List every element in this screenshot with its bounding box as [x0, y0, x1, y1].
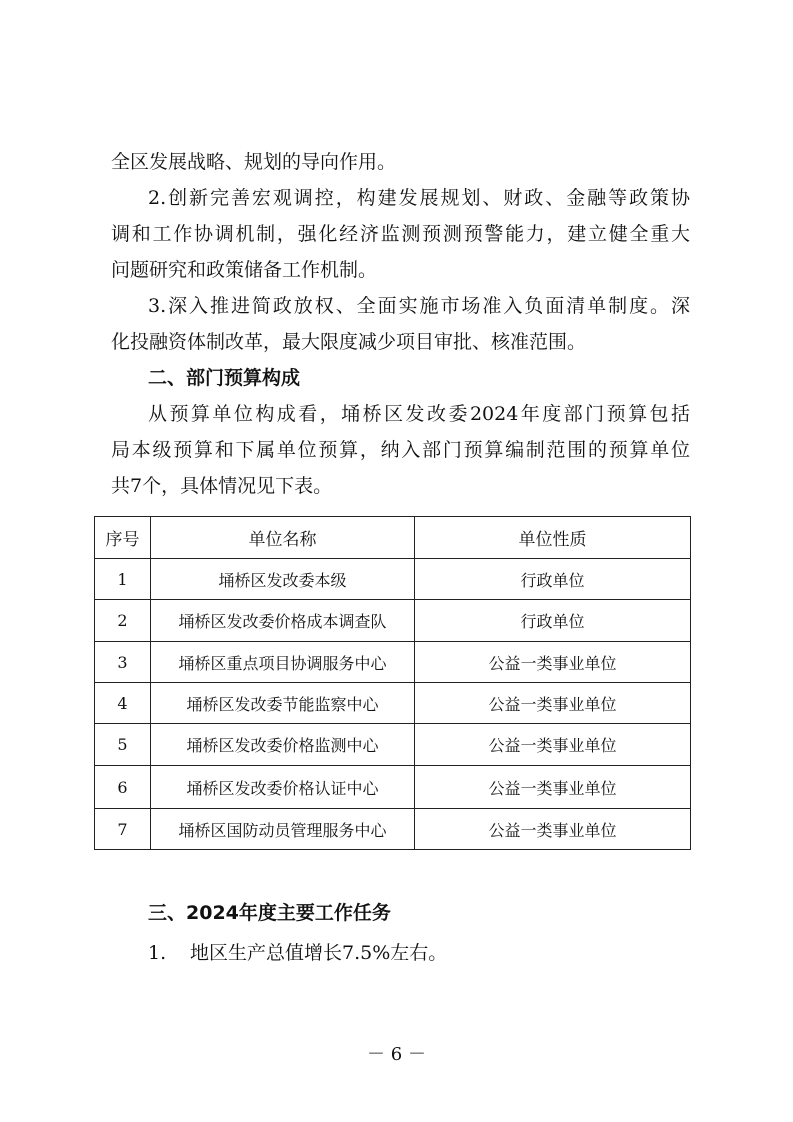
- paragraph-line: 3.深入推进简政放权、全面实施市场准入负面清单制度。深: [148, 295, 690, 317]
- table-row: [95, 683, 691, 724]
- table-row: [95, 809, 691, 850]
- paragraph-line: 局本级预算和下属单位预算，纳入部门预算编制范围的预算单位: [111, 439, 690, 461]
- paragraph-line: 调和工作协调机制，强化经济监测预测预警能力，建立健全重大: [111, 223, 690, 245]
- row-number: 2: [95, 600, 151, 642]
- row-number: 4: [95, 683, 151, 724]
- budget-units-table: [94, 516, 691, 850]
- row-number: 5: [95, 724, 151, 766]
- unit-type: 公益一类事业单位: [415, 724, 691, 766]
- table-row: [95, 724, 691, 766]
- unit-type: 公益一类事业单位: [415, 683, 691, 724]
- paragraph-line: 2.创新完善宏观调控，构建发展规划、财政、金融等政策协: [148, 187, 690, 209]
- unit-name: 埇桥区发改委价格成本调查队: [151, 600, 415, 642]
- paragraph-line: 共7个，具体情况见下表。: [111, 475, 333, 497]
- row-number: 7: [95, 809, 151, 850]
- unit-name: 埇桥区重点项目协调服务中心: [151, 642, 415, 683]
- row-number: 1: [95, 559, 151, 600]
- table-row: [95, 642, 691, 683]
- paragraph-line: 化投融资体制改革，最大限度减少项目审批、核准范围。: [111, 331, 587, 353]
- list-item-text: 地区生产总值增长7.5%左右。: [190, 942, 448, 964]
- unit-name: 埇桥区发改委价格认证中心: [151, 766, 415, 809]
- unit-name: 埇桥区发改委本级: [151, 559, 415, 600]
- table-row: [95, 600, 691, 642]
- unit-name: 埇桥区发改委价格监测中心: [151, 724, 415, 766]
- row-number: 6: [95, 766, 151, 809]
- unit-type: 公益一类事业单位: [415, 642, 691, 683]
- section-heading: 三、2024年度主要工作任务: [148, 902, 391, 924]
- section-heading: 二、部门预算构成: [148, 367, 301, 389]
- paragraph-line: 从预算单位构成看，埇桥区发改委2024年度部门预算包括: [148, 403, 690, 425]
- list-item-number: 1.: [148, 942, 167, 964]
- table-header-row: [95, 517, 691, 559]
- unit-name: 埇桥区国防动员管理服务中心: [151, 809, 415, 850]
- column-header-number: 序号: [95, 517, 151, 559]
- table-row: [95, 766, 691, 809]
- table-row: [95, 559, 691, 600]
- unit-type: 公益一类事业单位: [415, 809, 691, 850]
- paragraph-line: 问题研究和政策储备工作机制。: [111, 259, 378, 281]
- paragraph-line: 全区发展战略、规划的导向作用。: [111, 151, 397, 173]
- column-header-unit-type: 单位性质: [415, 517, 691, 559]
- unit-type: 行政单位: [415, 559, 691, 600]
- row-number: 3: [95, 642, 151, 683]
- unit-type: 行政单位: [415, 600, 691, 642]
- unit-name: 埇桥区发改委节能监察中心: [151, 683, 415, 724]
- column-header-unit-name: 单位名称: [151, 517, 415, 559]
- page-number: － 6 －: [367, 1044, 426, 1065]
- unit-type: 公益一类事业单位: [415, 766, 691, 809]
